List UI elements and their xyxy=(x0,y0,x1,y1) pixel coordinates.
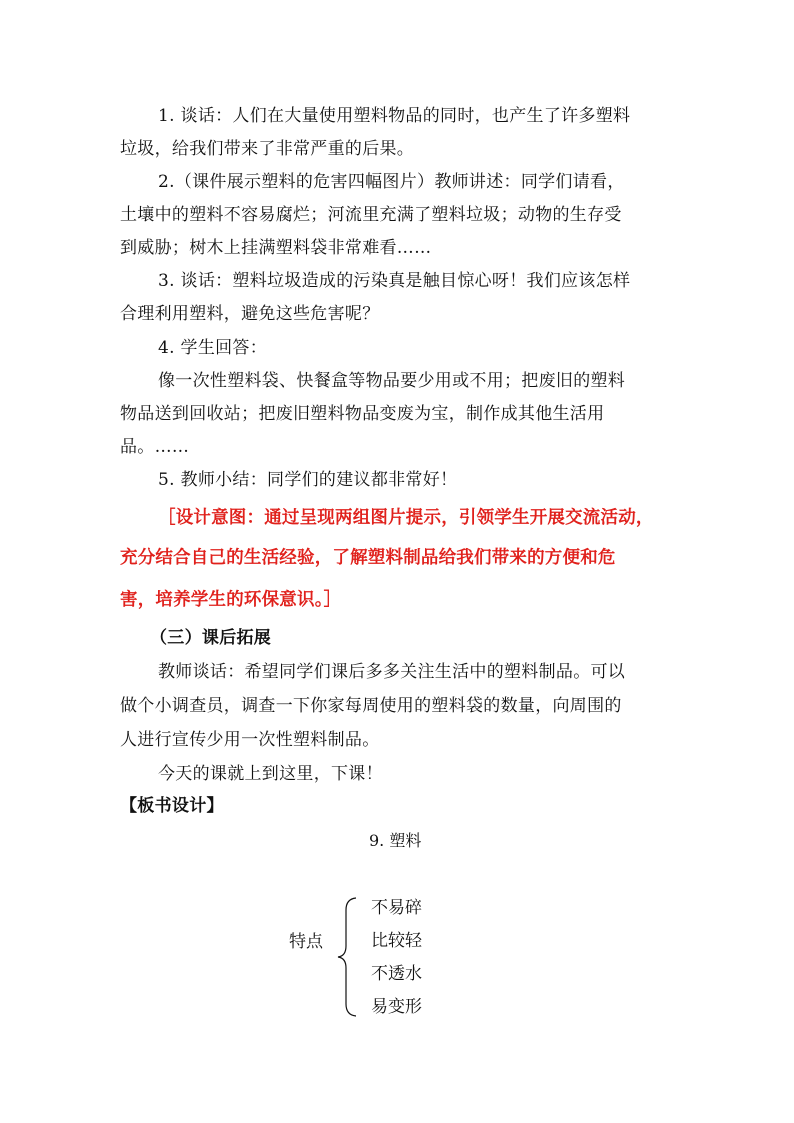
paragraph-line: 物品送到回收站；把废旧塑料物品变废为宝，制作成其他生活用 xyxy=(120,404,605,424)
curly-brace xyxy=(336,896,360,1018)
paragraph-line: 5. 教师小结：同学们的建议都非常好！ xyxy=(158,470,458,490)
paragraph-line: 教师谈话：希望同学们课后多多关注生活中的塑料制品。可以 xyxy=(158,662,626,682)
paragraph-line: 今天的课就上到这里，下课！ xyxy=(158,764,383,784)
paragraph-line: 土壤中的塑料不容易腐烂；河流里充满了塑料垃圾；动物的生存受 xyxy=(120,205,622,225)
design-intent-line: 害，培养学生的环保意识。］ xyxy=(120,590,342,610)
board-item: 易变形 xyxy=(371,997,422,1017)
paragraph-line: 做个小调查员，调查一下你家每周使用的塑料袋的数量，向周围的 xyxy=(120,696,622,716)
paragraph-line: 4. 学生回答： xyxy=(158,338,268,358)
paragraph-line: 到威胁；树木上挂满塑料袋非常难看…… xyxy=(120,238,432,258)
board-item: 不透水 xyxy=(371,964,422,984)
paragraph-line: 3. 谈话：塑料垃圾造成的污染真是触目惊心呀！我们应该怎样 xyxy=(158,271,631,291)
design-intent-line: 充分结合自己的生活经验，了解塑料制品给我们带来的方便和危 xyxy=(120,548,616,568)
board-item: 不易碎 xyxy=(371,898,422,918)
paragraph-line: 人进行宣传少用一次性塑料制品。 xyxy=(120,730,380,750)
paragraph-line: 合理利用塑料，避免这些危害呢？ xyxy=(120,304,380,324)
board-item: 比较轻 xyxy=(371,931,422,951)
board-heading: 【板书设计】 xyxy=(120,796,224,816)
section-heading: （三）课后拓展 xyxy=(150,628,272,648)
paragraph-line: 像一次性塑料袋、快餐盒等物品要少用或不用；把废旧的塑料 xyxy=(158,371,626,391)
paragraph-line: 1. 谈话：人们在大量使用塑料物品的同时，也产生了许多塑料 xyxy=(158,106,631,126)
board-label: 特点 xyxy=(289,932,323,952)
paragraph-line: 垃圾，给我们带来了非常严重的后果。 xyxy=(120,139,415,159)
paragraph-line: 2.（课件展示塑料的危害四幅图片）教师讲述：同学们请看， xyxy=(158,172,625,192)
design-intent-line: ［设计意图：通过呈现两组图片提示，引领学生开展交流活动， xyxy=(158,508,654,528)
paragraph-line: 品。…… xyxy=(120,437,190,457)
board-title: 9. 塑料 xyxy=(369,831,422,850)
